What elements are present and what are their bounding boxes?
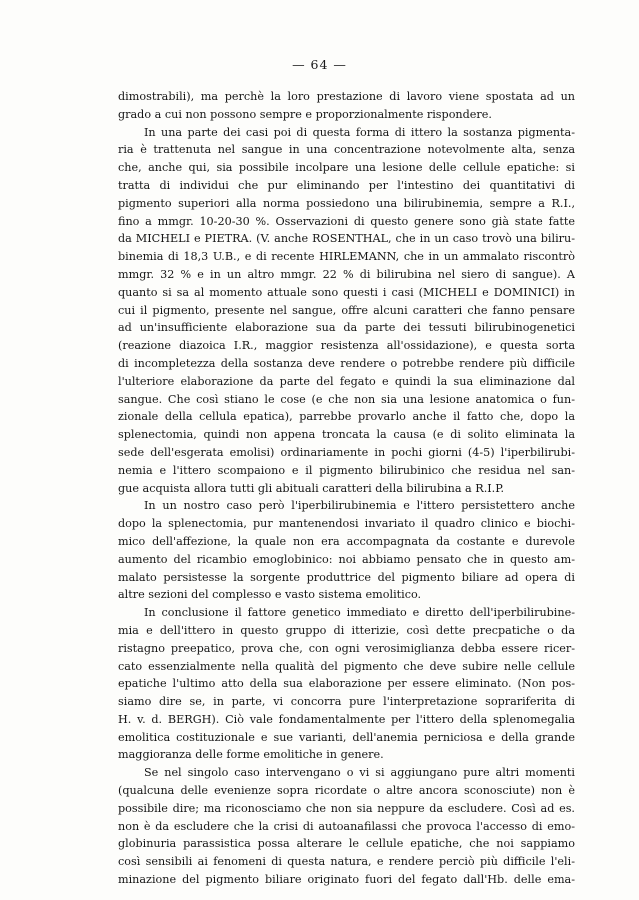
text-line: ad un'insufficiente elaborazione sua da parte dei tessuti bilirubinogenetici xyxy=(118,321,575,335)
text-line: dopo la splenectomia, pur mantenendosi invariato il quadro clinico e biochi- xyxy=(118,517,575,531)
text-line: possibile dire; ma riconosciamo che non sia neppure da escludere. Così ad es. xyxy=(118,801,575,815)
text-line: mmgr. 32 % e in un altro mmgr. 22 % di bilirubina nel siero di sangue). A xyxy=(118,267,575,281)
text-line: ria è trattenuta nel sangue in una concentrazione notevolmente alta, senza xyxy=(118,143,575,157)
text-line: gue acquista allora tutti gli abituali caratteri della bilirubina a R.I.P. xyxy=(118,481,505,495)
text-line: nemia e l'ittero scompaiono e il pigmento bilirubinico che residua nel san- xyxy=(118,463,575,477)
text-line: fino a mmgr. 10-20-30 %. Osservazioni di questo genere sono già state fatte xyxy=(118,214,575,228)
text-line: ristagno preepatico, prova che, con ogni verosimiglianza debba essere ricer- xyxy=(118,641,575,655)
text-line: Se nel singolo caso intervengano o vi si aggiungano pure altri momenti xyxy=(144,766,575,780)
text-line: non è da escludere che la crisi di autoanafilassi che provoca l'accesso di emo- xyxy=(118,819,575,833)
text-line: dimostrabili), ma perchè la loro prestazione di lavoro viene spostata ad un xyxy=(118,90,575,103)
text-line: siamo dire se, in parte, vi concorra pure l'interpretazione soprariferita di xyxy=(118,695,575,709)
text-line: pigmento superiori alla norma possiedono una bilirubinemia, sempre a R.I., xyxy=(118,196,575,210)
text-line: l'ulteriore elaborazione da parte del fegato e quindi la sua eliminazione dal xyxy=(118,374,575,388)
text-line: (reazione diazoica I.R., maggior resistenza all'ossidazione), e questa sorta xyxy=(118,339,575,353)
text-line: tratta di individui che pur eliminando per l'intestino dei quantitativi di xyxy=(118,178,575,192)
text-line: binemia di 18,3 U.B., e di recente HIRLEMANN, che in un ammalato riscontrò xyxy=(118,250,575,264)
text-line: malato persistesse la sorgente produttrice del pigmento biliare ad opera di xyxy=(118,570,575,584)
text-line: di incompletezza della sostanza deve rendere o potrebbe rendere più difficile xyxy=(118,356,575,370)
body-text xyxy=(118,88,575,889)
text-line: In conclusione il fattore genetico immediato e diretto dell'iperbilirubine- xyxy=(144,606,575,620)
text-line: così sensibili ai fenomeni di questa natura, e rendere perciò più difficile l'eli- xyxy=(118,855,575,869)
text-line: sede dell'esgerata emolisi) ordinariamente in pochi giorni (4-5) l'iperbilirubi- xyxy=(118,445,575,459)
text-line: grado a cui non possono sempre e proporzionalmente rispondere. xyxy=(118,107,492,121)
text-line: che, anche qui, sia possibile incolpare una lesione delle cellule epatiche: si xyxy=(118,161,575,175)
text-line: altre sezioni del complesso e vasto sistema emolitico. xyxy=(118,588,422,602)
text-line: aumento del ricambio emoglobinico: noi abbiamo pensato che in questo am- xyxy=(118,552,575,566)
text-line: splenectomia, quindi non appena troncata la causa (e di solito eliminata la xyxy=(118,428,575,442)
text-line: In una parte dei casi poi di questa forma di ittero la sostanza pigmenta- xyxy=(144,125,575,139)
text-line: mico dell'affezione, la quale non era accompagnata da costante e durevole xyxy=(118,534,575,548)
text-line: quanto si sa al momento attuale sono questi i casi (MICHELI e DOMINICI) in xyxy=(118,285,575,299)
text-line: mia e dell'ittero in questo gruppo di itterizie, così dette precpatiche o da xyxy=(118,623,575,637)
text-line: H. v. d. BERGH). Ciò vale fondamentalmente per l'ittero della splenomegalia xyxy=(118,712,575,726)
text-line: emolitica costituzionale e sue varianti, dell'anemia perniciosa e della grande xyxy=(118,730,575,744)
text-line: cui il pigmento, presente nel sangue, offre alcuni caratteri che fanno pensare xyxy=(118,303,575,317)
text-line: zionale della cellula epatica), parrebbe provarlo anche il fatto che, dopo la xyxy=(118,410,575,424)
text-line: In un nostro caso però l'iperbilirubinemia e l'ittero persistettero anche xyxy=(144,499,575,513)
page-number: — 64 — xyxy=(292,57,347,72)
text-line: globinuria parassistica possa alterare le cellule epatiche, che noi sappiamo xyxy=(118,837,575,851)
text-line: da MICHELI e PIETRA. (V. anche ROSENTHAL, che in un caso trovò una biliru- xyxy=(118,232,575,246)
text-line: epatiche l'ultimo atto della sua elaborazione per essere eliminato. (Non pos- xyxy=(118,677,575,691)
text-line: maggioranza delle forme emolitiche in genere. xyxy=(118,748,384,762)
text-line: (qualcuna delle evenienze sopra ricordate o altre ancora sconosciute) non è xyxy=(118,784,575,798)
text-line: minazione del pigmento biliare originato fuori del fegato dall'Hb. delle ema- xyxy=(118,873,575,887)
text-line: cato essenzialmente nella qualità del pigmento che deve subire nelle cellule xyxy=(118,659,575,673)
text-line: sangue. Che così stiano le cose (e che non sia una lesione anatomica o fun- xyxy=(118,392,575,406)
